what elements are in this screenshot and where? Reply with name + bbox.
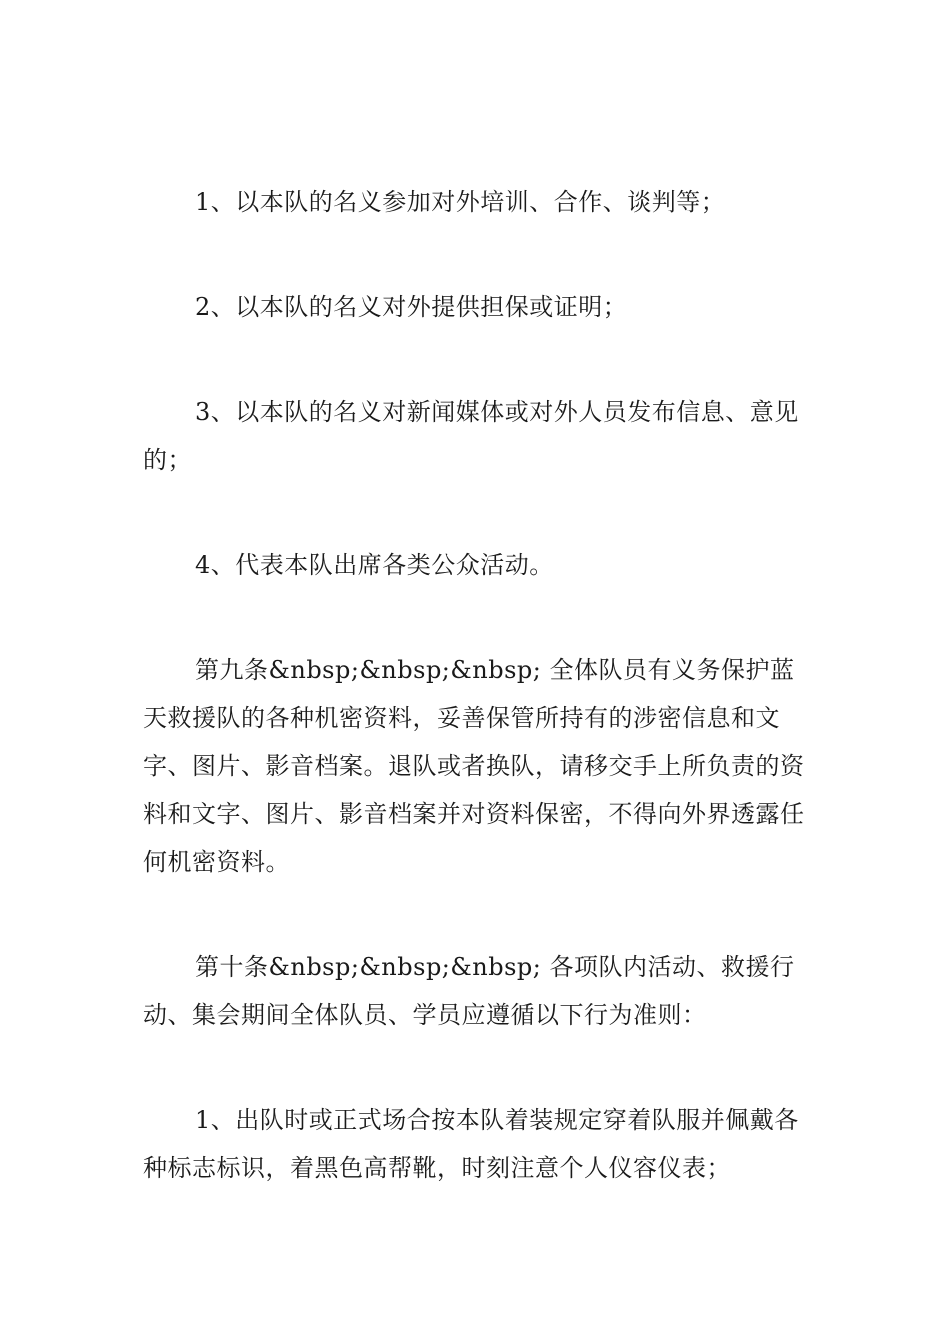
paragraph-item-1: 1、以本队的名义参加对外培训、合作、谈判等； xyxy=(195,188,726,216)
paragraph-gap xyxy=(143,886,813,943)
paragraph-gap xyxy=(143,1039,813,1096)
paragraph-item-2: 2、以本队的名义对外提供担保或证明； xyxy=(195,293,628,321)
article-9-paragraph: 第九条&nbsp;&nbsp;&nbsp; 全体队员有义务保护蓝天救援队的各种机密资料，妥善保管所持有的涉密信息和文字、图片、影音档案。退队或者换队，请移交手上所负责的资料和文字、图片、影音档案并对资料保密，不得向外界透露任何机密资料。 xyxy=(143,656,805,876)
conduct-rule-1: 1、出队时或正式场合按本队着装规定穿着队服并佩戴各种标志标识，着黑色高帮靴，时刻注意个人仪容仪表； xyxy=(143,1106,799,1182)
document-page xyxy=(143,178,813,1192)
paragraph-gap xyxy=(143,331,813,388)
paragraph-item-4: 4、代表本队出席各类公众活动。 xyxy=(195,551,554,579)
paragraph-gap xyxy=(143,589,813,646)
article-10-paragraph: 第十条&nbsp;&nbsp;&nbsp; 各项队内活动、救援行动、集会期间全体队员、学员应遵循以下行为准则： xyxy=(143,953,795,1029)
paragraph-gap xyxy=(143,226,813,283)
paragraph-item-3: 3、以本队的名义对新闻媒体或对外人员发布信息、意见的； xyxy=(143,398,799,474)
paragraph-gap xyxy=(143,484,813,541)
